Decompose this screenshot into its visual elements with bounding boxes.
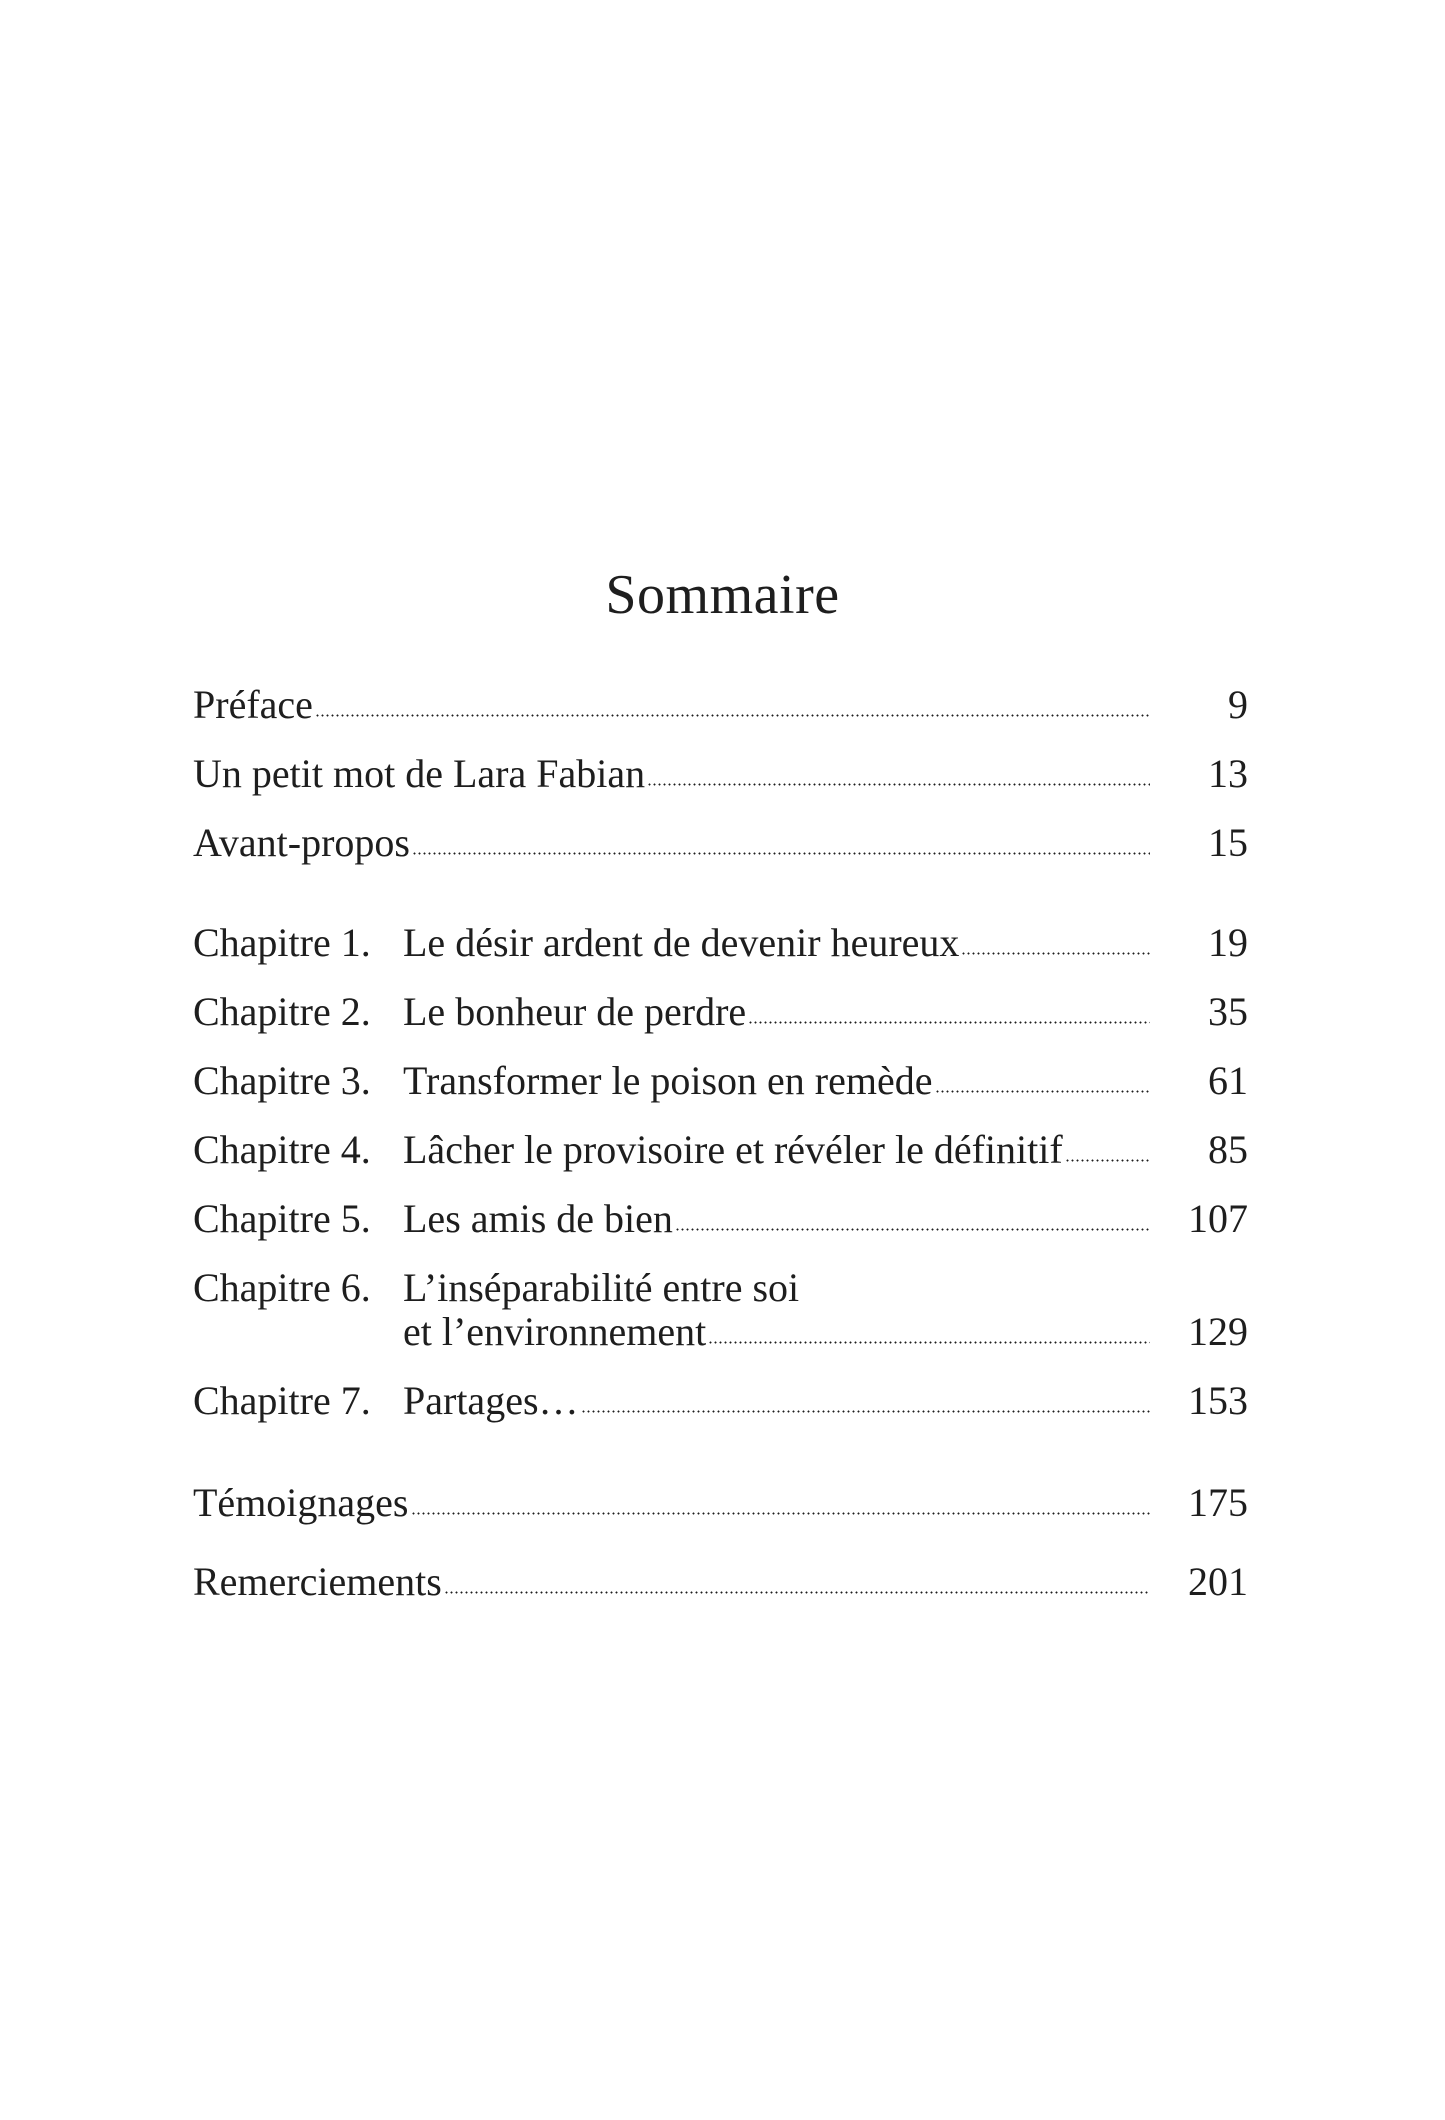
toc-entry-avant-propos (193, 821, 1248, 865)
toc-entry-lara-fabian (193, 752, 1248, 796)
chapter-title-line-2: et l’environnement (403, 1309, 707, 1354)
chapter-number: Chapitre 6. (193, 1265, 371, 1310)
dot-leader (412, 850, 1150, 856)
toc-entry-label: Témoignages (193, 1480, 409, 1525)
toc-page-number: 35 (1208, 989, 1248, 1034)
toc-entry-chapter-6 (193, 1266, 1248, 1354)
dot-leader (315, 712, 1150, 718)
dot-leader (675, 1226, 1150, 1232)
toc-page-number: 175 (1188, 1480, 1248, 1525)
toc-entry-remerciements (193, 1560, 1248, 1604)
toc-page-number: 9 (1228, 682, 1248, 727)
dot-leader (411, 1510, 1151, 1516)
toc-page-number: 19 (1208, 920, 1248, 965)
dot-leader (708, 1339, 1150, 1345)
chapter-title: Le désir ardent de devenir heureux (403, 920, 960, 965)
toc-entry-chapter-5 (193, 1197, 1248, 1241)
dot-leader (961, 950, 1150, 956)
chapter-title: Lâcher le provisoire et révéler le définitif (403, 1127, 1063, 1172)
toc-page-number: 61 (1208, 1058, 1248, 1103)
chapter-title-line-1: L’inséparabilité entre soi (403, 1265, 800, 1310)
toc-page-number: 85 (1208, 1127, 1248, 1172)
toc-entry-chapter-1 (193, 921, 1248, 965)
toc-entry-chapter-3 (193, 1059, 1248, 1103)
dot-leader (647, 781, 1150, 787)
toc-page-number: 201 (1188, 1559, 1248, 1604)
chapter-number: Chapitre 4. (193, 1127, 371, 1172)
toc-entry-chapter-7 (193, 1379, 1248, 1423)
chapter-number: Chapitre 3. (193, 1058, 371, 1103)
chapter-title: Les amis de bien (403, 1196, 673, 1241)
chapter-number: Chapitre 1. (193, 920, 371, 965)
chapter-title: Transformer le poison en remède (403, 1058, 933, 1103)
toc-entry-preface (193, 683, 1248, 727)
toc-page-number: 15 (1208, 820, 1248, 865)
toc-entry-label: Un petit mot de Lara Fabian (193, 751, 646, 796)
toc-page-number: 129 (1188, 1309, 1248, 1354)
toc-page-number: 153 (1188, 1378, 1248, 1423)
chapter-number: Chapitre 2. (193, 989, 371, 1034)
toc-entry-label: Avant-propos (193, 820, 410, 865)
toc-entry-chapter-2 (193, 990, 1248, 1034)
toc-entry-temoignages (193, 1481, 1248, 1525)
chapter-number: Chapitre 7. (193, 1378, 371, 1423)
toc-page-number: 13 (1208, 751, 1248, 796)
toc-entry-chapter-4 (193, 1128, 1248, 1172)
chapter-title: Le bonheur de perdre (403, 989, 747, 1034)
dot-leader (444, 1589, 1150, 1595)
chapter-title: Partages… (403, 1378, 579, 1423)
toc-entry-label: Préface (193, 682, 313, 727)
page-title: Sommaire (605, 564, 840, 626)
dot-leader (748, 1019, 1150, 1025)
toc-entry-label: Remerciements (193, 1559, 442, 1604)
dot-leader (581, 1408, 1150, 1414)
dot-leader (1065, 1157, 1150, 1163)
chapter-number: Chapitre 5. (193, 1196, 371, 1241)
toc-page-number: 107 (1188, 1196, 1248, 1241)
dot-leader (935, 1088, 1151, 1094)
